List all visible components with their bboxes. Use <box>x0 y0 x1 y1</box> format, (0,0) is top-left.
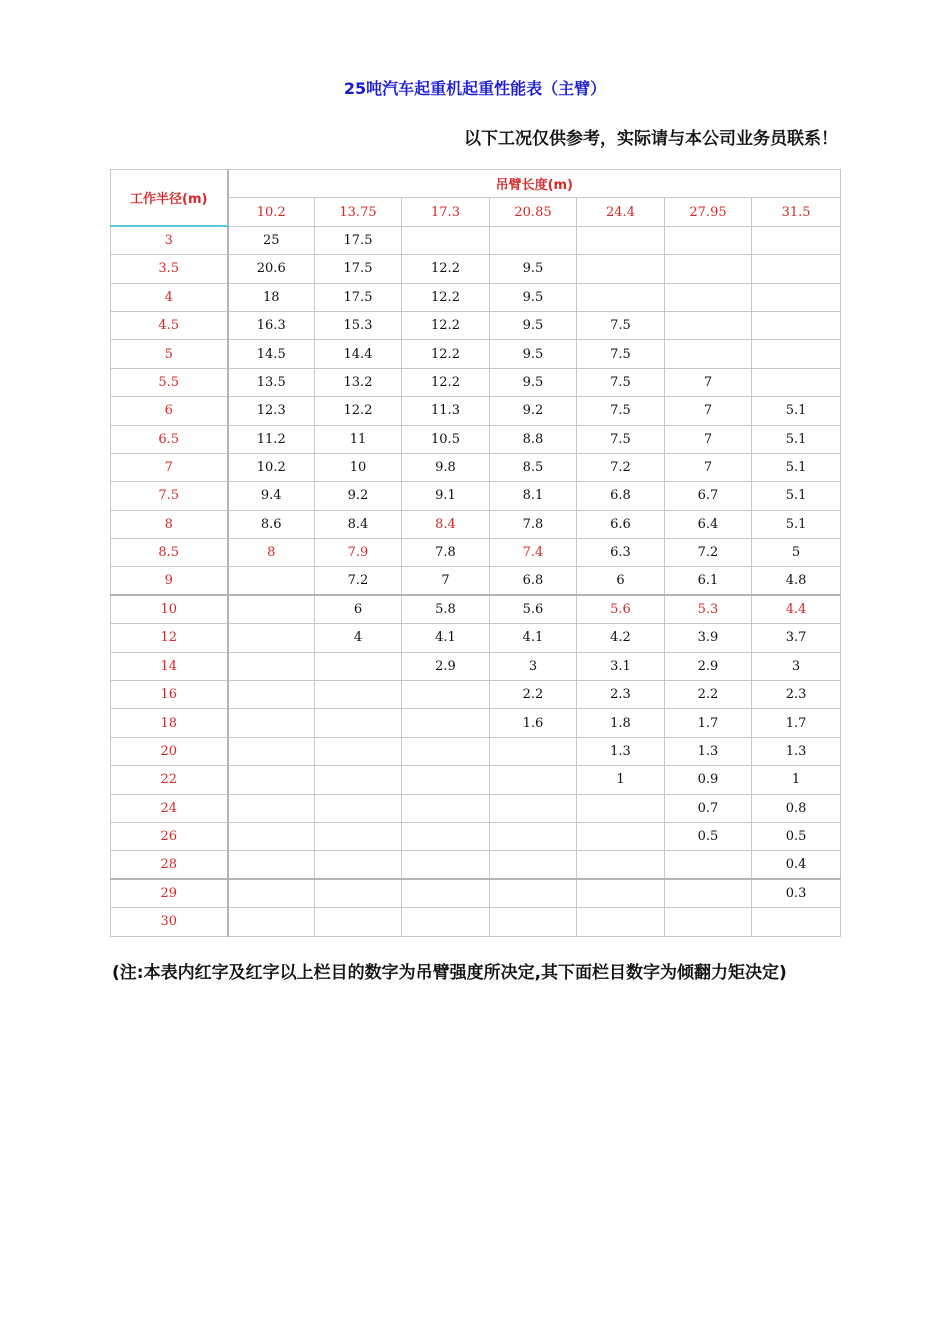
capacity-cell: 4.2 <box>577 624 665 652</box>
capacity-cell: 6.8 <box>490 567 577 595</box>
capacity-cell: 5.1 <box>752 425 841 453</box>
capacity-cell <box>402 226 490 254</box>
capacity-cell <box>665 908 752 936</box>
capacity-cell <box>315 681 402 709</box>
capacity-cell: 7.5 <box>577 397 665 425</box>
capacity-cell <box>752 283 841 311</box>
table-row <box>111 539 841 567</box>
capacity-cell: 4.4 <box>752 595 841 623</box>
capacity-cell: 16.3 <box>228 311 315 339</box>
boom-length-cell: 10.2 <box>228 198 315 226</box>
radius-cell: 9 <box>111 567 228 595</box>
capacity-cell: 1.7 <box>752 709 841 737</box>
radius-cell: 28 <box>111 851 228 879</box>
capacity-cell: 7.8 <box>490 510 577 538</box>
capacity-cell: 12.2 <box>315 397 402 425</box>
capacity-cell: 5.1 <box>752 453 841 481</box>
table-body <box>111 226 841 936</box>
capacity-cell <box>752 311 841 339</box>
capacity-cell <box>228 709 315 737</box>
capacity-cell <box>490 737 577 765</box>
table-row <box>111 510 841 538</box>
capacity-cell: 5.1 <box>752 510 841 538</box>
capacity-cell <box>752 368 841 396</box>
table-row <box>111 425 841 453</box>
capacity-cell: 6.1 <box>665 567 752 595</box>
capacity-cell: 14.4 <box>315 340 402 368</box>
capacity-cell: 7 <box>665 397 752 425</box>
capacity-cell: 6 <box>315 595 402 623</box>
radius-cell: 24 <box>111 794 228 822</box>
page-title: 25吨汽车起重机起重性能表（主臂） <box>343 79 607 98</box>
capacity-cell <box>315 908 402 936</box>
capacity-cell <box>228 652 315 680</box>
capacity-cell: 5.6 <box>490 595 577 623</box>
capacity-cell: 9.4 <box>228 482 315 510</box>
capacity-cell <box>665 311 752 339</box>
radius-cell: 7 <box>111 453 228 481</box>
table-row <box>111 624 841 652</box>
capacity-cell: 3 <box>752 652 841 680</box>
capacity-cell: 17.5 <box>315 283 402 311</box>
table-row <box>111 652 841 680</box>
boom-length-cell: 31.5 <box>752 198 841 226</box>
capacity-cell: 1.6 <box>490 709 577 737</box>
capacity-cell: 8.8 <box>490 425 577 453</box>
capacity-cell: 14.5 <box>228 340 315 368</box>
capacity-cell: 9.1 <box>402 482 490 510</box>
table-row <box>111 681 841 709</box>
capacity-cell: 7.5 <box>577 368 665 396</box>
capacity-cell <box>490 908 577 936</box>
capacity-cell: 12.3 <box>228 397 315 425</box>
capacity-cell <box>752 340 841 368</box>
capacity-cell: 2.9 <box>665 652 752 680</box>
capacity-cell: 12.2 <box>402 368 490 396</box>
capacity-cell <box>665 283 752 311</box>
capacity-cell <box>228 681 315 709</box>
capacity-cell <box>315 822 402 850</box>
capacity-cell <box>752 908 841 936</box>
capacity-cell: 4.1 <box>402 624 490 652</box>
radius-cell: 26 <box>111 822 228 850</box>
capacity-cell: 12.2 <box>402 283 490 311</box>
capacity-cell: 9.5 <box>490 340 577 368</box>
capacity-cell <box>228 737 315 765</box>
capacity-cell <box>752 255 841 283</box>
radius-cell: 22 <box>111 766 228 794</box>
capacity-cell <box>577 794 665 822</box>
capacity-cell <box>315 794 402 822</box>
capacity-cell: 5 <box>752 539 841 567</box>
capacity-cell <box>228 794 315 822</box>
capacity-cell <box>490 766 577 794</box>
capacity-cell: 0.9 <box>665 766 752 794</box>
capacity-cell: 7 <box>665 453 752 481</box>
boom-length-cell: 13.75 <box>315 198 402 226</box>
capacity-cell: 7.4 <box>490 539 577 567</box>
capacity-cell: 5.6 <box>577 595 665 623</box>
table-row <box>111 851 841 879</box>
capacity-cell <box>577 255 665 283</box>
capacity-cell <box>315 737 402 765</box>
capacity-cell: 0.8 <box>752 794 841 822</box>
capacity-cell: 6.7 <box>665 482 752 510</box>
radius-cell: 8 <box>111 510 228 538</box>
capacity-cell: 11.2 <box>228 425 315 453</box>
capacity-cell <box>490 794 577 822</box>
capacity-cell: 6.6 <box>577 510 665 538</box>
capacity-cell: 13.5 <box>228 368 315 396</box>
capacity-cell <box>402 908 490 936</box>
capacity-cell: 0.7 <box>665 794 752 822</box>
capacity-cell <box>315 766 402 794</box>
capacity-cell <box>577 908 665 936</box>
capacity-cell <box>402 879 490 907</box>
radius-cell: 5 <box>111 340 228 368</box>
capacity-cell: 8.5 <box>490 453 577 481</box>
capacity-cell: 4.8 <box>752 567 841 595</box>
capacity-cell <box>665 879 752 907</box>
radius-cell: 20 <box>111 737 228 765</box>
capacity-cell <box>402 822 490 850</box>
radius-cell: 6 <box>111 397 228 425</box>
radius-cell: 12 <box>111 624 228 652</box>
capacity-cell: 9.8 <box>402 453 490 481</box>
table-row <box>111 368 841 396</box>
capacity-cell <box>315 652 402 680</box>
capacity-cell <box>315 851 402 879</box>
capacity-cell: 3.1 <box>577 652 665 680</box>
capacity-cell: 20.6 <box>228 255 315 283</box>
radius-cell: 4 <box>111 283 228 311</box>
capacity-cell: 8.4 <box>315 510 402 538</box>
capacity-cell: 10 <box>315 453 402 481</box>
radius-cell: 14 <box>111 652 228 680</box>
disclaimer-text: 以下工况仅供参考，实际请与本公司业务员联系！ <box>464 129 838 149</box>
capacity-cell <box>490 851 577 879</box>
capacity-cell: 1 <box>752 766 841 794</box>
radius-cell: 3.5 <box>111 255 228 283</box>
table-row <box>111 311 841 339</box>
capacity-cell: 12.2 <box>402 311 490 339</box>
capacity-cell: 1.7 <box>665 709 752 737</box>
radius-cell: 18 <box>111 709 228 737</box>
radius-cell: 16 <box>111 681 228 709</box>
capacity-cell: 6.8 <box>577 482 665 510</box>
radius-cell: 30 <box>111 908 228 936</box>
capacity-cell: 1.3 <box>665 737 752 765</box>
capacity-cell: 2.3 <box>577 681 665 709</box>
capacity-cell: 9.2 <box>490 397 577 425</box>
capacity-cell: 2.9 <box>402 652 490 680</box>
capacity-cell <box>665 226 752 254</box>
capacity-cell <box>228 595 315 623</box>
boom-length-cell: 27.95 <box>665 198 752 226</box>
capacity-cell <box>315 879 402 907</box>
capacity-cell: 7.9 <box>315 539 402 567</box>
table-row <box>111 255 841 283</box>
capacity-cell: 9.2 <box>315 482 402 510</box>
radius-cell: 29 <box>111 879 228 907</box>
capacity-cell <box>577 283 665 311</box>
capacity-cell <box>228 908 315 936</box>
capacity-cell: 8.4 <box>402 510 490 538</box>
capacity-cell: 5.3 <box>665 595 752 623</box>
capacity-cell: 7.2 <box>577 453 665 481</box>
radius-cell: 10 <box>111 595 228 623</box>
radius-cell: 8.5 <box>111 539 228 567</box>
capacity-cell: 7 <box>665 368 752 396</box>
capacity-cell <box>665 255 752 283</box>
capacity-cell <box>577 851 665 879</box>
capacity-cell <box>490 879 577 907</box>
capacity-cell <box>228 851 315 879</box>
table-row <box>111 397 841 425</box>
capacity-cell: 1.3 <box>577 737 665 765</box>
capacity-cell: 0.5 <box>665 822 752 850</box>
lifting-capacity-table <box>110 169 841 937</box>
capacity-cell <box>577 822 665 850</box>
table-row <box>111 879 841 907</box>
capacity-cell: 7.2 <box>315 567 402 595</box>
capacity-cell: 5.1 <box>752 397 841 425</box>
radius-cell: 5.5 <box>111 368 228 396</box>
capacity-cell <box>228 766 315 794</box>
capacity-cell: 1.8 <box>577 709 665 737</box>
boom-length-cell: 20.85 <box>490 198 577 226</box>
capacity-cell: 7.5 <box>577 425 665 453</box>
table-row <box>111 226 841 254</box>
boom-length-header: 吊臂长度(m) <box>228 170 841 198</box>
boom-length-cell: 24.4 <box>577 198 665 226</box>
capacity-cell: 9.5 <box>490 311 577 339</box>
capacity-cell: 8.1 <box>490 482 577 510</box>
capacity-cell: 10.2 <box>228 453 315 481</box>
capacity-cell: 18 <box>228 283 315 311</box>
capacity-cell: 9.5 <box>490 283 577 311</box>
boom-length-cell: 17.3 <box>402 198 490 226</box>
capacity-cell: 25 <box>228 226 315 254</box>
capacity-cell <box>228 567 315 595</box>
capacity-cell <box>752 226 841 254</box>
capacity-cell: 7.8 <box>402 539 490 567</box>
capacity-cell: 0.5 <box>752 822 841 850</box>
capacity-cell: 1 <box>577 766 665 794</box>
capacity-cell <box>490 226 577 254</box>
capacity-cell: 2.3 <box>752 681 841 709</box>
capacity-cell: 0.3 <box>752 879 841 907</box>
table-row <box>111 766 841 794</box>
capacity-cell: 2.2 <box>665 681 752 709</box>
capacity-cell: 10.5 <box>402 425 490 453</box>
radius-header: 工作半径(m) <box>111 170 228 227</box>
table-row <box>111 567 841 595</box>
capacity-cell <box>402 794 490 822</box>
capacity-cell: 15.3 <box>315 311 402 339</box>
capacity-cell <box>402 766 490 794</box>
capacity-cell: 17.5 <box>315 255 402 283</box>
table-row <box>111 822 841 850</box>
capacity-cell: 13.2 <box>315 368 402 396</box>
capacity-cell: 6.3 <box>577 539 665 567</box>
capacity-cell: 7.2 <box>665 539 752 567</box>
capacity-cell <box>665 851 752 879</box>
capacity-cell: 6.4 <box>665 510 752 538</box>
capacity-cell: 11 <box>315 425 402 453</box>
capacity-cell: 0.4 <box>752 851 841 879</box>
capacity-cell: 5.1 <box>752 482 841 510</box>
capacity-cell <box>315 709 402 737</box>
capacity-cell <box>577 879 665 907</box>
capacity-cell <box>228 879 315 907</box>
table-row <box>111 283 841 311</box>
capacity-cell <box>228 624 315 652</box>
capacity-cell: 3.9 <box>665 624 752 652</box>
capacity-cell: 3 <box>490 652 577 680</box>
capacity-cell: 5.8 <box>402 595 490 623</box>
table-row <box>111 482 841 510</box>
table-row <box>111 737 841 765</box>
capacity-cell: 9.5 <box>490 368 577 396</box>
capacity-cell: 9.5 <box>490 255 577 283</box>
capacity-cell <box>665 340 752 368</box>
radius-cell: 7.5 <box>111 482 228 510</box>
capacity-cell: 11.3 <box>402 397 490 425</box>
capacity-cell <box>402 737 490 765</box>
capacity-cell: 6 <box>577 567 665 595</box>
capacity-cell: 4 <box>315 624 402 652</box>
capacity-cell: 1.3 <box>752 737 841 765</box>
table-row <box>111 340 841 368</box>
capacity-cell <box>577 226 665 254</box>
table-row <box>111 794 841 822</box>
capacity-cell: 2.2 <box>490 681 577 709</box>
capacity-cell: 7 <box>665 425 752 453</box>
capacity-cell: 7.5 <box>577 311 665 339</box>
capacity-cell: 17.5 <box>315 226 402 254</box>
capacity-cell <box>402 709 490 737</box>
capacity-cell <box>228 822 315 850</box>
radius-cell: 4.5 <box>111 311 228 339</box>
capacity-cell: 12.2 <box>402 340 490 368</box>
table-row <box>111 595 841 623</box>
table-row <box>111 709 841 737</box>
capacity-cell <box>490 822 577 850</box>
capacity-cell: 12.2 <box>402 255 490 283</box>
capacity-cell: 7.5 <box>577 340 665 368</box>
capacity-cell: 4.1 <box>490 624 577 652</box>
capacity-cell <box>402 851 490 879</box>
radius-cell: 3 <box>111 226 228 254</box>
table-row <box>111 908 841 936</box>
footnote: (注:本表内红字及红字以上栏目的数字为吊臂强度所决定,其下面栏目数字为倾翻力矩决定) <box>112 963 787 983</box>
capacity-cell: 7 <box>402 567 490 595</box>
capacity-cell <box>402 681 490 709</box>
table-row <box>111 453 841 481</box>
capacity-cell: 3.7 <box>752 624 841 652</box>
capacity-cell: 8 <box>228 539 315 567</box>
capacity-cell: 8.6 <box>228 510 315 538</box>
radius-cell: 6.5 <box>111 425 228 453</box>
